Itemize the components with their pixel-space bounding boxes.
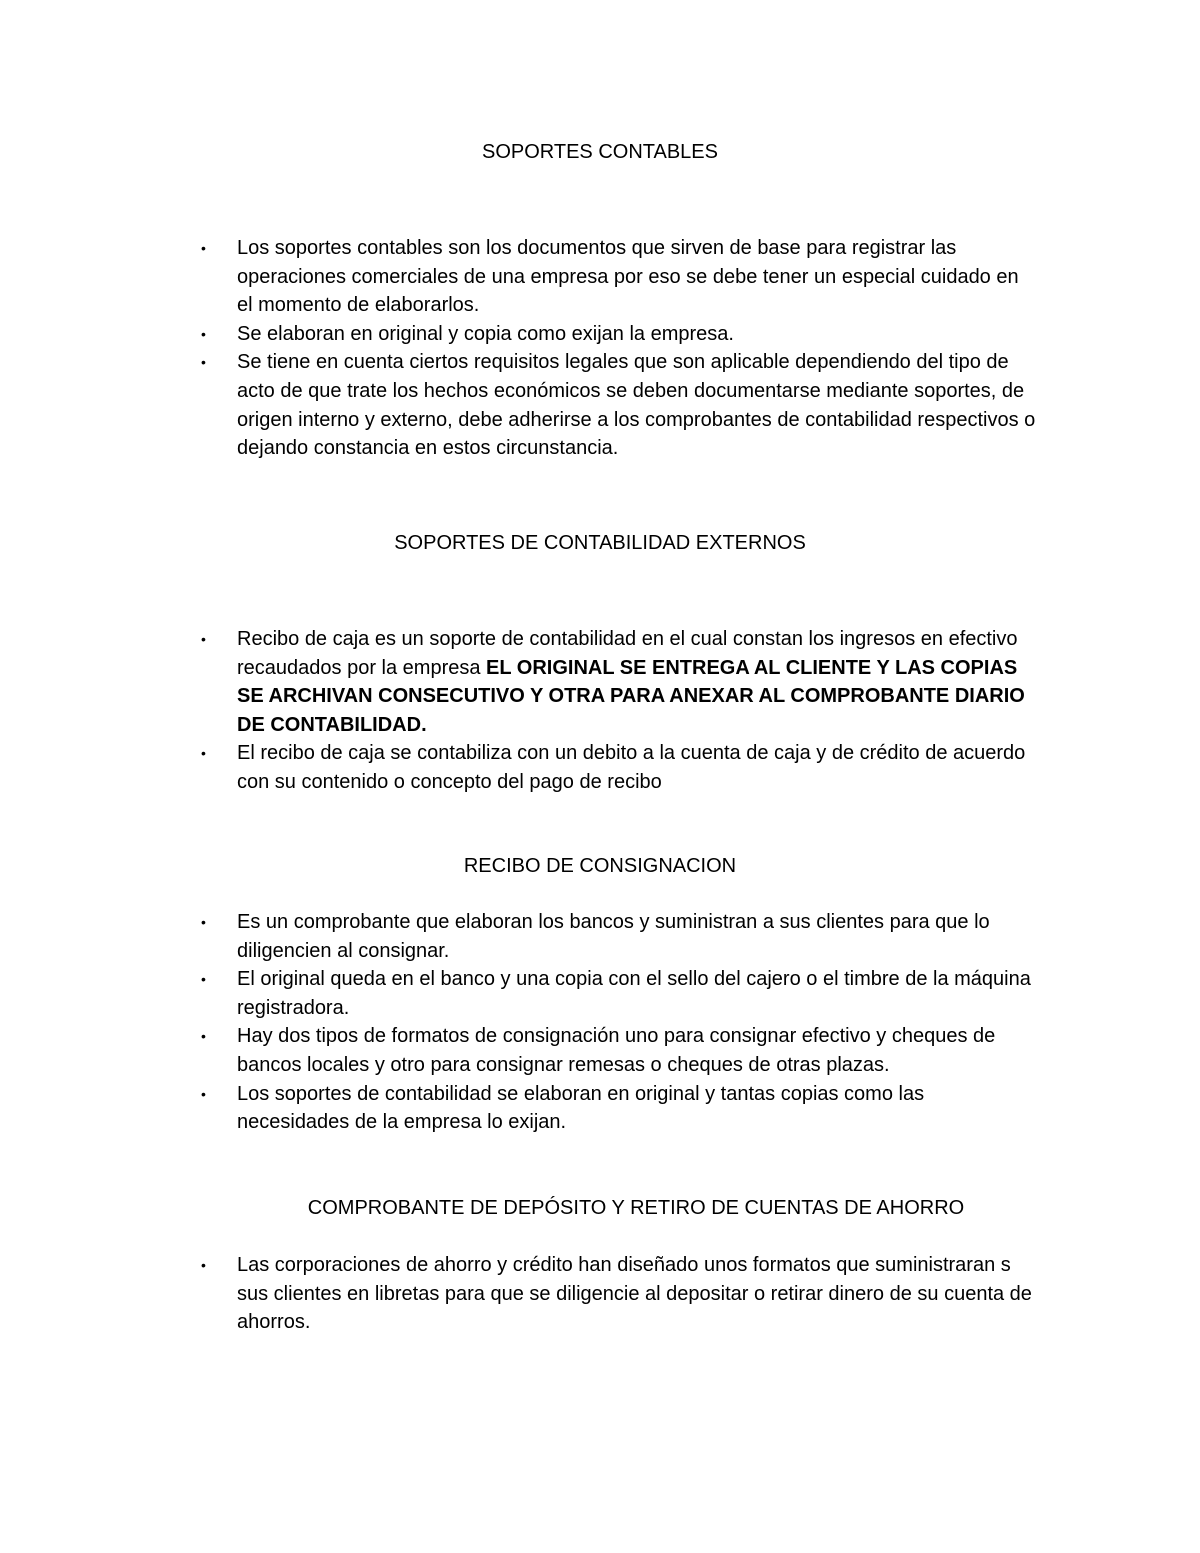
list-item-text: El recibo de caja se contabiliza con un debito a la cuenta de caja y de crédito de acuerdo con su contenido o concepto del pago de recibo (237, 742, 1026, 793)
bullet-icon: • (201, 1085, 206, 1102)
list-item (201, 739, 1037, 796)
bullet-icon: • (201, 745, 206, 762)
section-title-comprobante-deposito: COMPROBANTE DE DEPÓSITO Y RETIRO DE CUENTAS DE AHORRO (307, 1197, 965, 1219)
list-item (201, 1251, 1037, 1337)
bullet-list-recibo-consignacion (201, 908, 1037, 1137)
list-item-text: Las corporaciones de ahorro y crédito han diseñado unos formatos que suministraran s sus clientes en libretas para que se diligencie al depositar o retirar dinero de su cuenta de ahorros. (237, 1254, 1032, 1334)
bullet-icon: • (201, 325, 206, 342)
list-item (201, 625, 1037, 739)
bullet-icon: • (201, 631, 206, 647)
list-item-text: Se elaboran en original y copia como exijan la empresa. (237, 322, 734, 345)
bullet-icon: • (201, 914, 206, 930)
list-item-text: El original queda en el banco y una copia con el sello del cajero o el timbre de la máquina registradora. (237, 968, 1031, 1019)
list-item-text: Los soportes de contabilidad se elaboran en original y tantas copias como las necesidades de la empresa lo exijan. (237, 1082, 925, 1134)
section-title-soportes-externos: SOPORTES DE CONTABILIDAD EXTERNOS (394, 532, 806, 554)
bullet-icon: • (201, 1257, 206, 1273)
list-item (201, 965, 1037, 1022)
bullet-icon: • (201, 971, 206, 988)
list-item-text: Los soportes contables son los documentos que sirven de base para registrar las operaciones comerciales de una empresa por eso se debe tener un especial cuidado en el momento de elaborarlos. (237, 237, 1019, 317)
list-item (201, 908, 1037, 965)
bullet-icon: • (201, 1028, 206, 1045)
bullet-icon: • (201, 354, 206, 371)
list-item-text: Hay dos tipos de formatos de consignación uno para consignar efectivo y cheques de bancos locales y otro para consignar remesas o cheques de otras plazas. (237, 1025, 996, 1076)
list-item-text: Recibo de caja es un soporte de contabilidad en el cual constan los ingresos en efectivo recaudados por la empresa (237, 628, 1018, 679)
section-title-recibo-consignacion: RECIBO DE CONSIGNACION (463, 855, 737, 877)
bullet-list-soportes-contables (201, 234, 1037, 463)
bullet-list-comprobante-deposito (201, 1251, 1037, 1337)
section-title-soportes-contables: SOPORTES CONTABLES (482, 141, 718, 163)
bullet-icon: • (201, 240, 206, 256)
list-item (201, 348, 1037, 462)
bullet-list-soportes-externos (201, 625, 1037, 797)
list-item-text: Se tiene en cuenta ciertos requisitos legales que son aplicable dependiendo del tipo de acto de que trate los hechos económicos se deben documentarse mediante soportes, de origen interno y externo, debe adherirse a los comprobantes de contabilidad respectivos o dejando constancia en estos circunstancia. (237, 351, 1036, 460)
list-item (201, 1080, 1037, 1137)
list-item (201, 320, 1037, 349)
list-item-text: Es un comprobante que elaboran los bancos y suministran a sus clientes para que lo diligencien al consignar. (237, 911, 990, 962)
list-item-bold-text: EL ORIGINAL SE ENTREGA AL CLIENTE Y LAS COPIAS SE ARCHIVAN CONSECUTIVO Y OTRA PARA ANEXAR AL COMPROBANTE DIARIO DE CONTABILIDAD. (237, 656, 1025, 736)
list-item (201, 1022, 1037, 1079)
list-item (201, 234, 1037, 320)
